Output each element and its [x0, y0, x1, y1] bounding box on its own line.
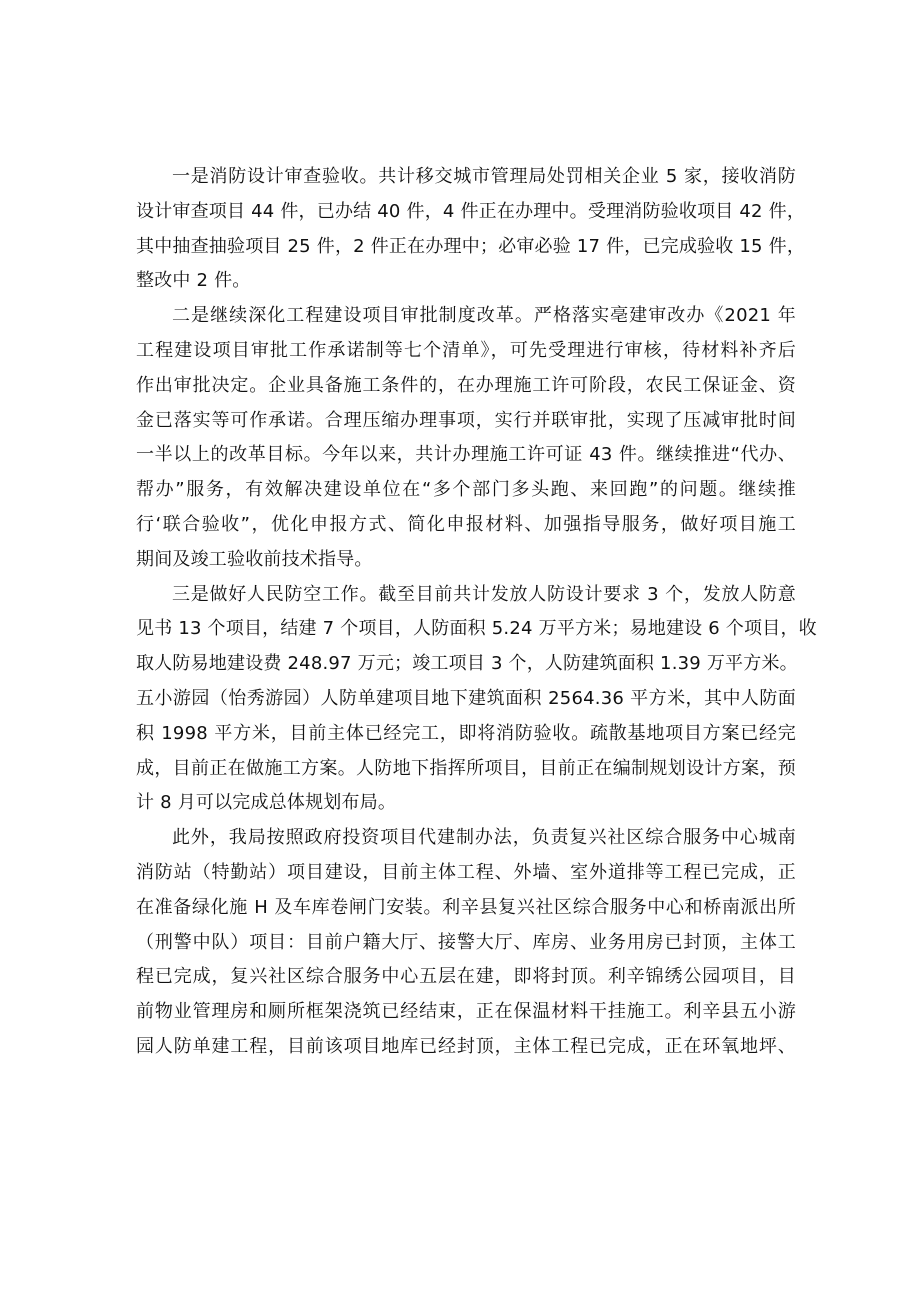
text-line: 园人防单建工程，目前该项目地库已经封顶，主体工程已完成，正在环氧地坪、 — [136, 1035, 796, 1057]
text-line: 二是继续深化工程建设项目审批制度改革。严格落实亳建审改办《2021 年 — [172, 305, 796, 327]
text-line: 帮办”服务，有效解决建设单位在“多个部门多头跑、来回跑”的问题。继续推 — [136, 479, 796, 501]
text-line: 作出审批决定。企业具备施工条件的，在办理施工许可阶段，农民工保证金、资 — [136, 374, 796, 396]
text-line: 成，目前正在做施工方案。人防地下指挥所项目，目前正在编制规划设计方案，预 — [136, 757, 796, 779]
text-line: （刑警中队）项目：目前户籍大厅、接警大厅、库房、业务用房已封顶，主体工 — [136, 931, 796, 953]
paragraph-civil-air-defense — [136, 578, 817, 822]
text-line: 设计审查项目 44 件，已办结 40 件，4 件正在办理中。受理消防验收项目 42 件， — [136, 200, 806, 222]
text-line: 三是做好人民防空工作。截至目前共计发放人防设计要求 3 个，发放人防意 — [172, 583, 796, 605]
document-body — [136, 160, 817, 1065]
text-line: 其中抽查抽验项目 25 件，2 件正在办理中；必审必验 17 件，已完成验收 15 件， — [136, 235, 806, 257]
paragraph-approval-reform — [136, 299, 796, 577]
text-line: 五小游园（怡秀游园）人防单建项目地下建筑面积 2564.36 平方米，其中人防面 — [136, 687, 796, 709]
text-line: 前物业管理房和厕所框架浇筑已经结束，正在保温材料干挂施工。利辛县五小游 — [136, 1001, 796, 1023]
text-line: 见书 13 个项目，结建 7 个项目，人防面积 5.24 万平方米；易地建设 6 个项目，收 — [136, 618, 817, 640]
text-line: 一半以上的改革目标。今年以来，共计办理施工许可证 43 件。继续推进“代办、 — [136, 444, 796, 466]
text-line: 一是消防设计审查验收。共计移交城市管理局处罚相关企业 5 家，接收消防 — [172, 166, 796, 187]
text-line: 消防站（特勤站）项目建设，目前主体工程、外墙、室外道排等工程已完成，正 — [136, 861, 796, 883]
text-line: 积 1998 平方米，目前主体已经完工，即将消防验收。疏散基地项目方案已经完 — [136, 722, 796, 744]
text-line: 行‘联合验收”，优化申报方式、简化申报材料、加强指导服务，做好项目施工 — [136, 513, 796, 535]
text-line: 计 8 月可以完成总体规划布局。 — [136, 792, 397, 814]
text-line: 工程建设项目审批工作承诺制等七个清单》，可先受理进行审核，待材料补齐后 — [136, 339, 796, 361]
paragraph-fire-design-review — [136, 160, 806, 299]
text-line: 程已完成，复兴社区综合服务中心五层在建，即将封顶。利辛锦绣公园项目，目 — [136, 966, 796, 988]
text-line: 金已落实等可作承诺。合理压缩办理事项，实行并联审批，实现了压减审批时间 — [136, 409, 796, 431]
text-line: 整改中 2 件。 — [136, 270, 251, 292]
text-line: 期间及竣工验收前技术指导。 — [136, 548, 373, 570]
text-line: 在准备绿化施 H 及车库卷闸门安装。利辛县复兴社区综合服务中心和桥南派出所 — [136, 896, 796, 918]
text-line: 取人防易地建设费 248.97 万元；竣工项目 3 个，人防建筑面积 1.39 万平方米。 — [136, 653, 798, 675]
paragraph-government-projects — [136, 821, 796, 1065]
text-line: 此外，我局按照政府投资项目代建制办法，负责复兴社区综合服务中心城南 — [172, 827, 796, 849]
